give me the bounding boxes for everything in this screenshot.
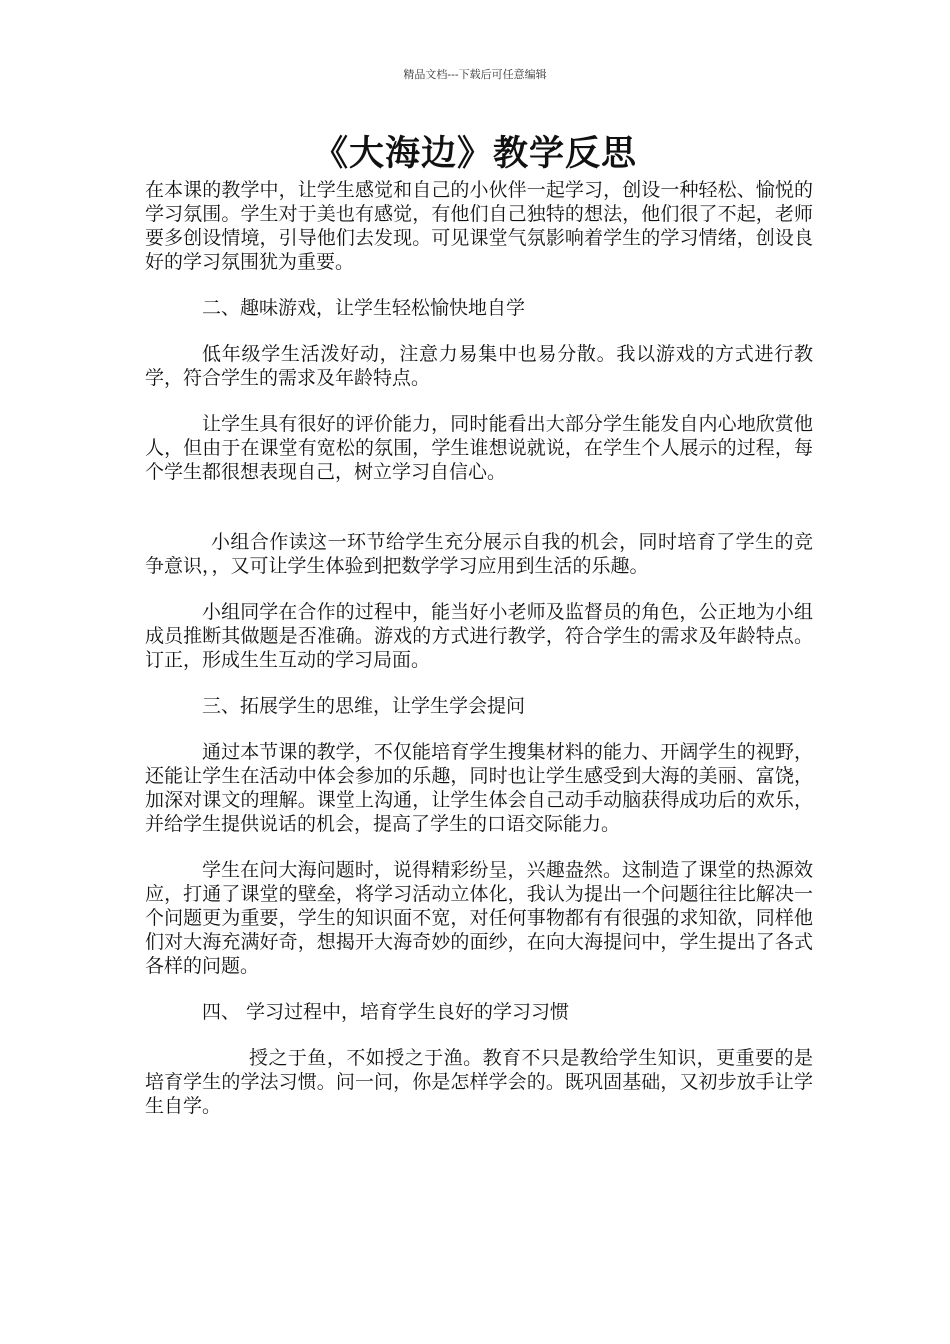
section-heading: 三、拓展学生的思维，让学生学会提问 [202,695,526,717]
document-title: 《大海边》教学反思 [312,133,637,174]
paragraph: 授之于鱼，不如授之于渔。教育不只是教给学生知识，更重要的是培育学生的学法习惯。问一问，你是怎样学会的。既巩固基础，又初步放手让学生自学。 [145,1047,813,1117]
paragraph: 让学生具有很好的评价能力，同时能看出大部分学生能发自内心地欣赏他人，但由于在课堂有宽松的氛围，学生谁想说就说，在学生个人展示的过程，每个学生都很想表现自己，树立学习自信心。 [145,413,813,483]
paragraph: 在本课的教学中，让学生感觉和自己的小伙伴一起学习，创设一种轻松、愉悦的学习氛围。学生对于美也有感觉，有他们自己独特的想法，他们很了不起，老师要多创设情境，引导他们去发现。可见课堂气氛影响着学生的学习情绪，创设良好的学习氛围犹为重要。 [145,179,813,273]
paragraph: 低年级学生活泼好动，注意力易集中也易分散。我以游戏的方式进行教学，符合学生的需求及年龄特点。 [145,343,813,389]
header-note: 精品文档---下载后可任意编辑 [403,68,547,81]
section-heading: 二、趣味游戏，让学生轻松愉快地自学 [202,297,526,319]
paragraph: 小组合作读这一环节给学生充分展示自我的机会，同时培育了学生的竞争意识，，又可让学生体验到把数学学习应用到生活的乐趣。 [145,531,813,577]
blank-line [145,506,813,530]
paragraph: 学生在问大海问题时，说得精彩纷呈，兴趣盎然。这制造了课堂的热源效应，打通了课堂的壁垒，将学习活动立体化，我认为提出一个问题往往比解决一个问题更为重要，学生的知识面不宽，对任何事物都有有很强的求知欲，同样他们对大海充满好奇，想揭开大海奇妙的面纱，在向大海提问中，学生提出了各式各样的问题。 [145,859,813,977]
document-body [145,178,813,1140]
section-heading: 四、 学习过程中，培育学生良好的学习习惯 [202,1001,570,1023]
paragraph: 小组同学在合作的过程中，能当好小老师及监督员的角色，公正地为小组成员推断其做题是否准确。游戏的方式进行教学，符合学生的需求及年龄特点。订正，形成生生互动的学习局面。 [145,601,813,671]
paragraph: 通过本节课的教学，不仅能培育学生搜集材料的能力、开阔学生的视野，还能让学生在活动中体会参加的乐趣，同时也让学生感受到大海的美丽、富饶，加深对课文的理解。课堂上沟通，让学生体会自己动手动脑获得成功后的欢乐，并给学生提供说话的机会，提高了学生的口语交际能力。 [145,741,813,835]
